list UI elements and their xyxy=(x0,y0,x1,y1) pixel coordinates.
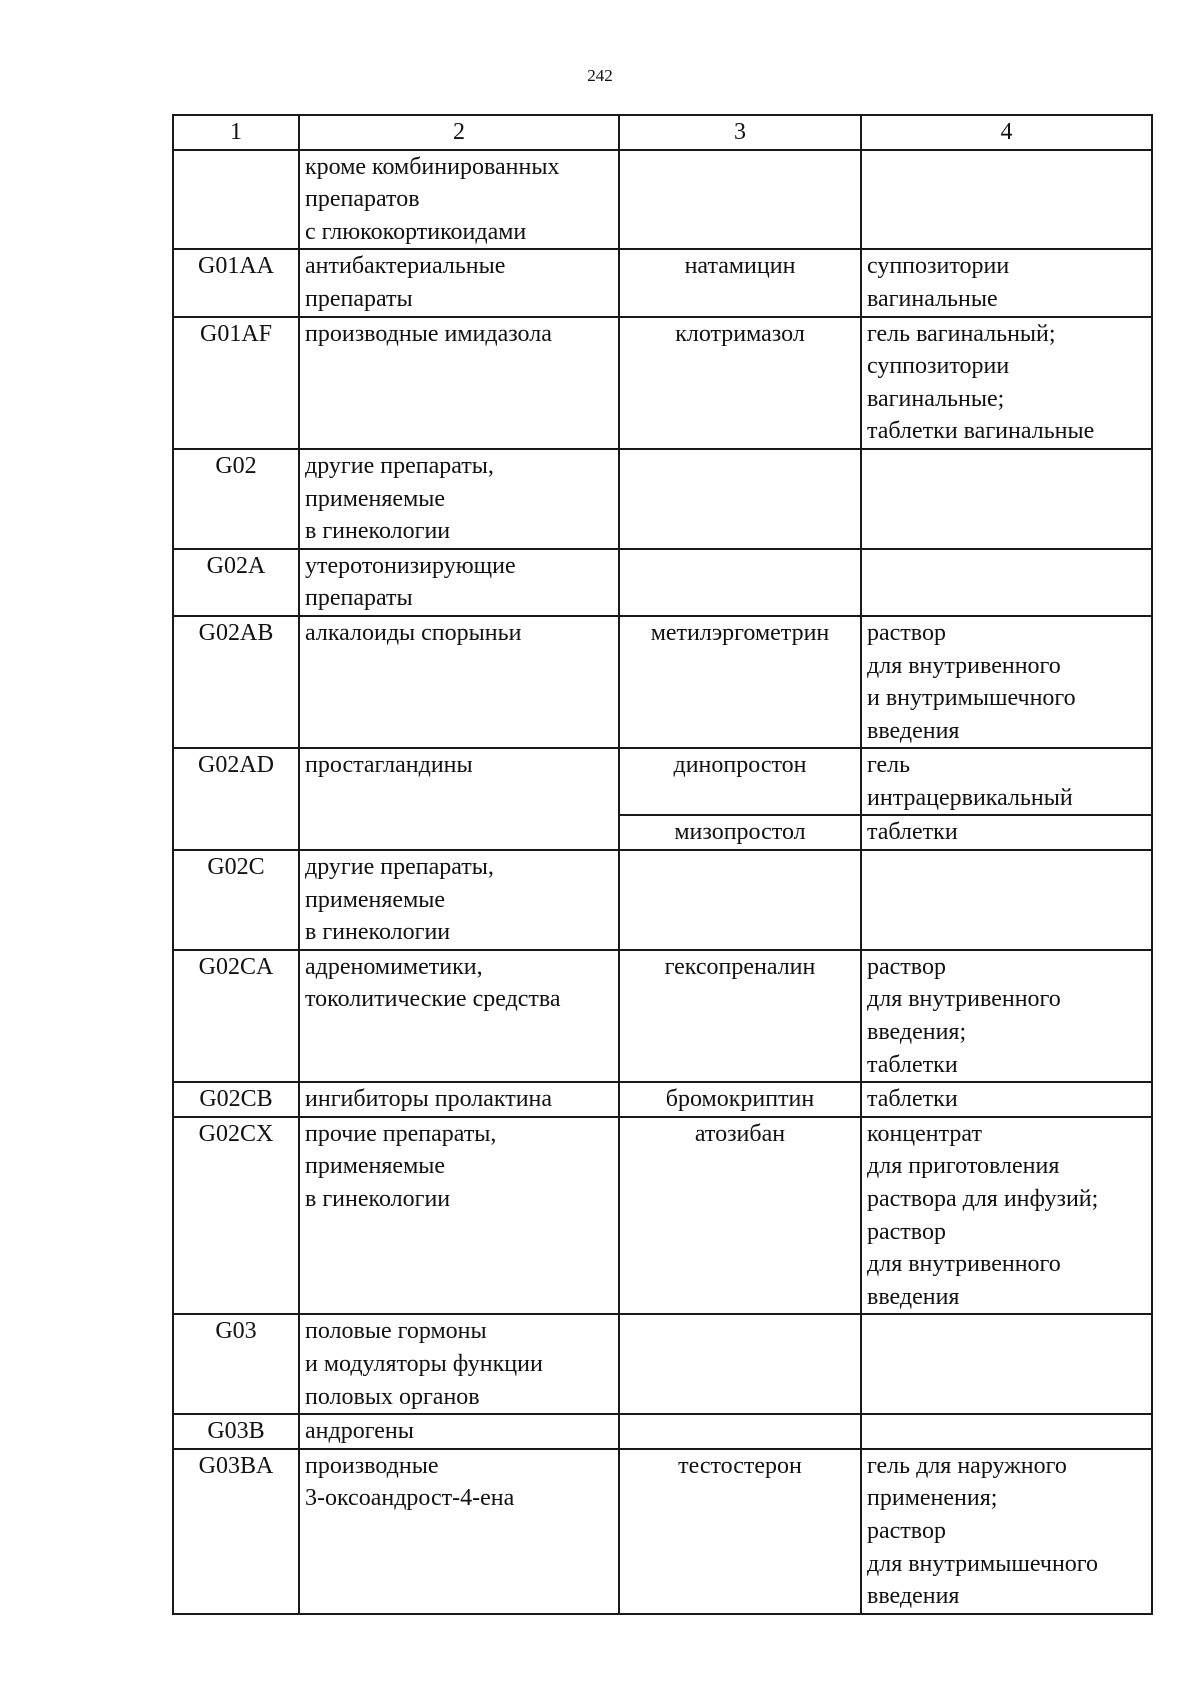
dosage-form-cell: таблетки xyxy=(861,815,1152,850)
drug-table xyxy=(172,114,1153,1615)
table-row xyxy=(173,1314,1152,1414)
table-row xyxy=(173,317,1152,449)
table-row xyxy=(173,1117,1152,1315)
anatomical-group-cell: половые гормоны и модуляторы функции половых органов xyxy=(299,1314,619,1414)
drug-name-cell: метилэргометрин xyxy=(619,616,861,748)
drug-name-cell: гексопреналин xyxy=(619,950,861,1082)
anatomical-group-cell: антибактериальные препараты xyxy=(299,249,619,316)
header-col-4: 4 xyxy=(861,115,1152,150)
atc-code-cell: G01AA xyxy=(173,249,299,316)
dosage-form-cell xyxy=(861,449,1152,549)
drug-name-cell: клотримазол xyxy=(619,317,861,449)
table-body xyxy=(173,150,1152,1614)
dosage-form-cell: концентрат для приготовления раствора для инфузий; раствор для внутривенного введения xyxy=(861,1117,1152,1315)
dosage-form-cell xyxy=(861,850,1152,950)
table-row xyxy=(173,449,1152,549)
dosage-form-cell: раствор для внутривенного введения; таблетки xyxy=(861,950,1152,1082)
dosage-form-cell xyxy=(861,150,1152,250)
anatomical-group-cell: адреномиметики, токолитические средства xyxy=(299,950,619,1082)
atc-code-cell: G03 xyxy=(173,1314,299,1414)
atc-code-cell: G02CB xyxy=(173,1082,299,1117)
dosage-form-cell: гель интрацервикальный xyxy=(861,748,1152,815)
table-row xyxy=(173,1082,1152,1117)
atc-code-cell xyxy=(173,150,299,250)
table-row xyxy=(173,748,1152,815)
drug-name-cell xyxy=(619,1414,861,1449)
anatomical-group-cell: другие препараты, применяемые в гинекологии xyxy=(299,850,619,950)
anatomical-group-cell: андрогены xyxy=(299,1414,619,1449)
table-row xyxy=(173,249,1152,316)
table-row xyxy=(173,850,1152,950)
header-col-3: 3 xyxy=(619,115,861,150)
anatomical-group-cell: прочие препараты, применяемые в гинекологии xyxy=(299,1117,619,1315)
table-row xyxy=(173,616,1152,748)
table-row xyxy=(173,1449,1152,1614)
atc-code-cell: G02CX xyxy=(173,1117,299,1315)
dosage-form-cell: раствор для внутривенного и внутримышечного введения xyxy=(861,616,1152,748)
drug-name-cell: атозибан xyxy=(619,1117,861,1315)
drug-name-cell xyxy=(619,1314,861,1414)
table-row xyxy=(173,549,1152,616)
atc-code-cell: G02C xyxy=(173,850,299,950)
atc-code-cell: G02AB xyxy=(173,616,299,748)
dosage-form-cell xyxy=(861,549,1152,616)
atc-code-cell: G03B xyxy=(173,1414,299,1449)
dosage-form-cell xyxy=(861,1414,1152,1449)
drug-name-cell: тестостерон xyxy=(619,1449,861,1614)
header-row xyxy=(173,115,1152,150)
drug-name-cell xyxy=(619,449,861,549)
drug-name-cell: бромокриптин xyxy=(619,1082,861,1117)
atc-code-cell: G03BA xyxy=(173,1449,299,1614)
anatomical-group-cell: ингибиторы пролактина xyxy=(299,1082,619,1117)
drug-name-cell: мизопростол xyxy=(619,815,861,850)
dosage-form-cell: гель вагинальный; суппозитории вагинальные; таблетки вагинальные xyxy=(861,317,1152,449)
atc-code-cell: G02A xyxy=(173,549,299,616)
dosage-form-cell: суппозитории вагинальные xyxy=(861,249,1152,316)
anatomical-group-cell: производные 3-оксоандрост-4-ена xyxy=(299,1449,619,1614)
anatomical-group-cell: утеротонизирующие препараты xyxy=(299,549,619,616)
anatomical-group-cell: простагландины xyxy=(299,748,619,850)
drug-name-cell: динопростон xyxy=(619,748,861,815)
atc-code-cell: G01AF xyxy=(173,317,299,449)
drug-name-cell: натамицин xyxy=(619,249,861,316)
table-row xyxy=(173,950,1152,1082)
drug-name-cell xyxy=(619,850,861,950)
table-row xyxy=(173,1414,1152,1449)
table-row xyxy=(173,150,1152,250)
drug-name-cell xyxy=(619,549,861,616)
atc-code-cell: G02CA xyxy=(173,950,299,1082)
dosage-form-cell: таблетки xyxy=(861,1082,1152,1117)
dosage-form-cell xyxy=(861,1314,1152,1414)
atc-code-cell: G02 xyxy=(173,449,299,549)
anatomical-group-cell: производные имидазола xyxy=(299,317,619,449)
anatomical-group-cell: кроме комбинированных препаратов с глюкокортикоидами xyxy=(299,150,619,250)
header-col-2: 2 xyxy=(299,115,619,150)
anatomical-group-cell: алкалоиды спорыньи xyxy=(299,616,619,748)
page-number: 242 xyxy=(587,66,613,85)
table-header xyxy=(173,115,1152,150)
anatomical-group-cell: другие препараты, применяемые в гинекологии xyxy=(299,449,619,549)
header-col-1: 1 xyxy=(173,115,299,150)
dosage-form-cell: гель для наружного применения; раствор для внутримышечного введения xyxy=(861,1449,1152,1614)
atc-code-cell: G02AD xyxy=(173,748,299,850)
drug-name-cell xyxy=(619,150,861,250)
